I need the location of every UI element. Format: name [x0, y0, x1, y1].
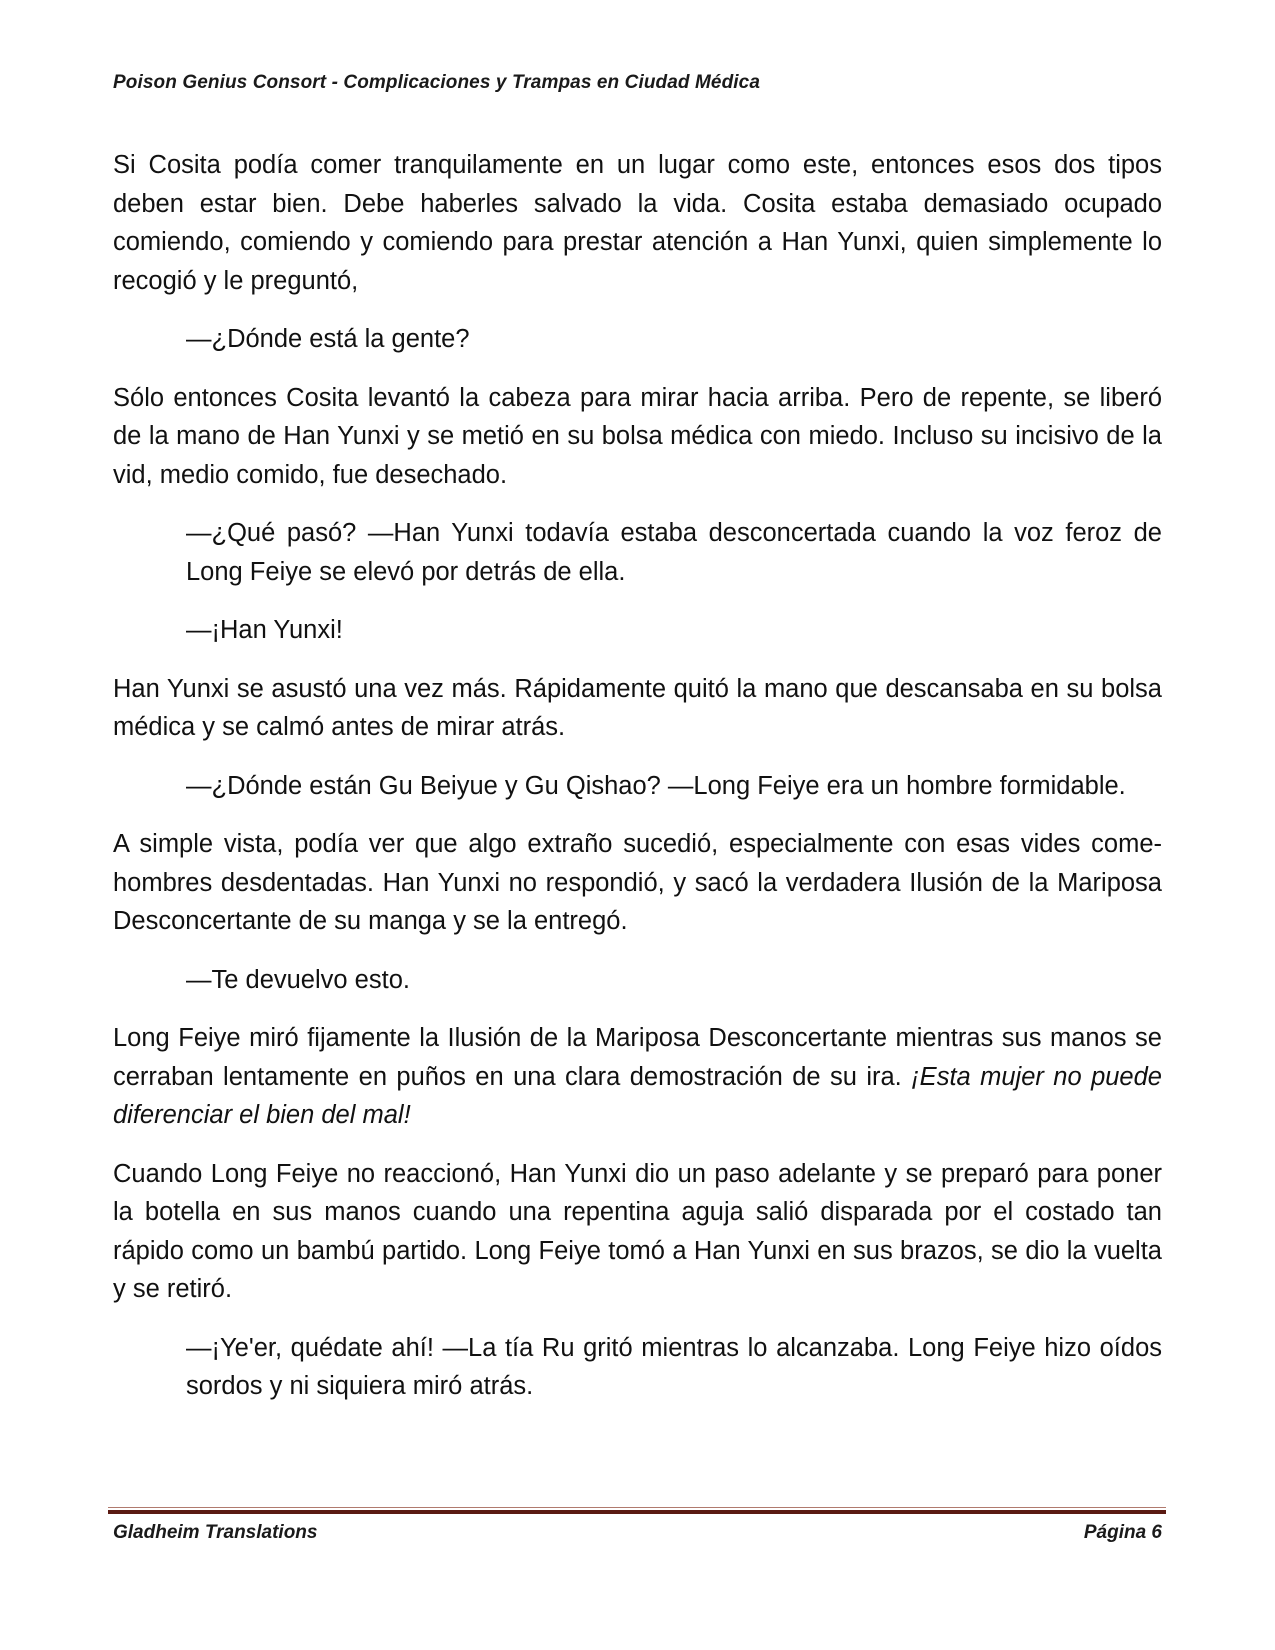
- dialogue-paragraph: —¿Dónde están Gu Beiyue y Gu Qishao? —Long Feiye era un hombre formidable.: [186, 771, 1126, 800]
- paragraph: A simple vista, podía ver que algo extraño sucedió, especialmente con esas vides come-hombres desdentadas. Han Yunxi no respondió, y sacó la verdadera Ilusión de la Mariposa Desconcertante de su manga y se la entregó.: [113, 830, 1162, 935]
- paragraph: Cuando Long Feiye no reaccionó, Han Yunxi dio un paso adelante y se preparó para poner la botella en sus manos cuando una repentina aguja salió disparada por el costado tan rápido como un bambú partido. Long Feiye tomó a Han Yunxi en sus brazos, se dio la vuelta y se retiró.: [113, 1159, 1162, 1303]
- paragraph: Si Cosita podía comer tranquilamente en un lugar como este, entonces esos dos tipos deben estar bien. Debe haberles salvado la vida. Cosita estaba demasiado ocupado comiendo, comiendo y comiendo para prestar atención a Han Yunxi, quien simplemente lo recogió y le preguntó,: [113, 151, 1162, 295]
- italic-thought: ¡Esta mujer no puede diferenciar el bien del mal!: [113, 1062, 1162, 1129]
- paragraph: Han Yunxi se asustó una vez más. Rápidamente quitó la mano que descansaba en su bolsa médica y se calmó antes de mirar atrás.: [113, 674, 1162, 741]
- dialogue-paragraph: —¿Dónde está la gente?: [186, 325, 470, 353]
- footer-publisher: Gladheim Translations: [113, 1522, 318, 1543]
- dialogue-paragraph: —¡Ye'er, quédate ahí! —La tía Ru gritó mientras lo alcanzaba. Long Feiye hizo oídos sordos y ni siquiera miró atrás.: [186, 1333, 1162, 1400]
- dialogue-paragraph: —Te devuelvo esto.: [186, 965, 410, 994]
- paragraph-with-italic: [113, 1019, 1162, 1135]
- footer-rule-thick: [108, 1510, 1166, 1514]
- footer-rule-thin: [108, 1507, 1166, 1508]
- document-body: [113, 146, 1162, 1426]
- page-header-title: Poison Genius Consort - Complicaciones y Trampas en Ciudad Médica: [113, 72, 761, 93]
- dialogue-paragraph: —¡Han Yunxi!: [186, 616, 343, 644]
- paragraph: Sólo entonces Cosita levantó la cabeza para mirar hacia arriba. Pero de repente, se liberó de la mano de Han Yunxi y se metió en su bolsa médica con miedo. Incluso su incisivo de la vid, medio comido, fue desechado.: [113, 383, 1162, 489]
- paragraph-text: Long Feiye miró fijamente la Ilusión de la Mariposa Desconcertante mientras sus manos se cerraban lentamente en puños en una clara demostración de su ira.: [113, 1024, 1162, 1091]
- dialogue-paragraph: —¿Qué pasó? —Han Yunxi todavía estaba desconcertada cuando la voz feroz de Long Feiye se elevó por detrás de ella.: [186, 519, 1162, 586]
- footer-page-number: Página 6: [1083, 1522, 1162, 1543]
